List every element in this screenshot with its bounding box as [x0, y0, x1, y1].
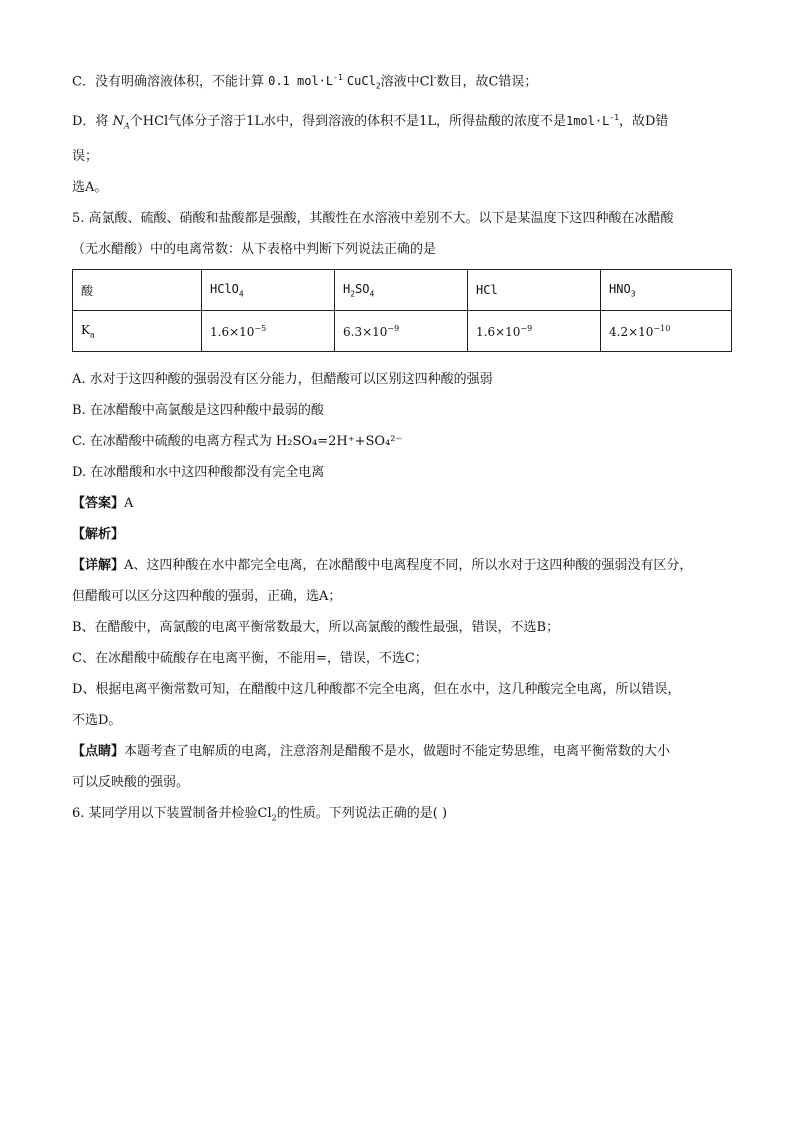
acid-h2so4: $H_2SO_4$	[335, 270, 468, 311]
table-header-label: 酸	[73, 270, 202, 311]
q6-stem: 6. 某同学用以下装置制备并检验$Cl_2$的性质。下列说法正确的是( )	[72, 806, 448, 823]
ka-table	[72, 269, 732, 352]
q5-stem-line2: （无水醋酸）中的电离常数：从下表格中判断下列说法正确的是	[72, 242, 437, 258]
tip-line2: 可以反映酸的强弱。	[72, 775, 190, 791]
concentration: 0.1 $mol\cdot L^{-1}$	[268, 73, 343, 89]
prev-option-c: C．没有明确溶液体积，不能计算 0.1 $mol\cdot L^{-1}$ CuCl$_2$溶液中Cl-数目，故C错误；	[72, 73, 538, 91]
answer-line	[72, 488, 732, 519]
ka-hcl: $1.6\times 10^{-9}$	[468, 311, 601, 352]
detail-d-line2: 不选D。	[72, 713, 122, 729]
q5-option-c: C. 在冰醋酸中硫酸的电离方程式为 H₂SO₄=2H⁺+SO₄²⁻	[72, 434, 403, 450]
ka-h2so4: $6.3\times 10^{-9}$	[335, 311, 468, 352]
detail-b: B、在醋酸中，高氯酸的电离平衡常数最大，所以高氯酸的酸性最强，错误，不选B；	[72, 620, 560, 636]
concentration-2: $1mol\cdot L^{-1}$	[565, 112, 619, 128]
answer-value: A	[124, 496, 134, 512]
ionization-equation: H₂SO₄=2H⁺+SO₄²⁻	[275, 434, 403, 450]
table-header-row	[73, 270, 732, 311]
detail-label: 【详解】	[72, 558, 125, 574]
q5-stem-line1: 5. 高氯酸、硫酸、硝酸和盐酸都是强酸，其酸性在水溶液中差别不大。以下是某温度下这四种酸在冰醋酸	[72, 211, 674, 227]
q5-option-b: B. 在冰醋酸中高氯酸是这四种酸中最弱的酸	[72, 403, 324, 419]
ka-label: $K_a$	[73, 311, 202, 352]
prev-choice: 选A。	[72, 180, 108, 196]
tip-line1: 【点睛】本题考查了电解质的电离，注意溶剂是醋酸不是水，做题时不能定势思维，电离平衡常数的大小	[72, 744, 671, 760]
formula-cucl2: CuCl$_2$	[346, 74, 381, 91]
acid-hno3: $HNO_3$	[601, 270, 732, 311]
ka-hno3: $4.2\times 10^{-10}$	[601, 311, 732, 352]
answer-label: 【答案】	[72, 496, 125, 512]
detail-a-line2: 但醋酸可以区分这四种酸的强弱，正确，选A；	[72, 589, 342, 605]
avogadro-symbol: $N_A$	[112, 113, 130, 131]
prev-option-d: D．将 $N_A$个HCl气体分子溶于1L水中，得到溶液的体积不是1L，所得盐酸的浓度不是$1mol\cdot L^{-1}$，故D错	[72, 112, 669, 131]
q5-option-d: D. 在冰醋酸和水中这四种酸都没有完全电离	[72, 465, 325, 481]
acid-hcl: HCl	[468, 270, 601, 311]
ka-hclo4: $1.6\times 10^{-5}$	[202, 311, 335, 352]
document-page	[72, 62, 732, 834]
detail-d-line1: D、根据电离平衡常数可知，在醋酸中这几种酸都不完全电离，但在水中，这几种酸完全电离，所以错误，	[72, 682, 681, 698]
prev-option-d-cont: 误；	[72, 149, 99, 165]
q5-option-a: A. 水对于这四种酸的强弱没有区分能力，但醋酸可以区别这四种酸的强弱	[72, 372, 493, 388]
tip-label: 【点睛】	[72, 744, 125, 760]
detail-a-line1: 【详解】A、这四种酸在水中都完全电离，在冰醋酸中电离程度不同，所以水对于这四种酸的强弱没有区分，	[72, 558, 693, 574]
detail-c: C、在冰醋酸中硫酸存在电离平衡，不能用=，错误，不选C；	[72, 651, 428, 667]
table-ka-row	[73, 311, 732, 352]
acid-hclo4: HClO$_4$	[202, 270, 335, 311]
analysis-label: 【解析】	[72, 527, 125, 543]
